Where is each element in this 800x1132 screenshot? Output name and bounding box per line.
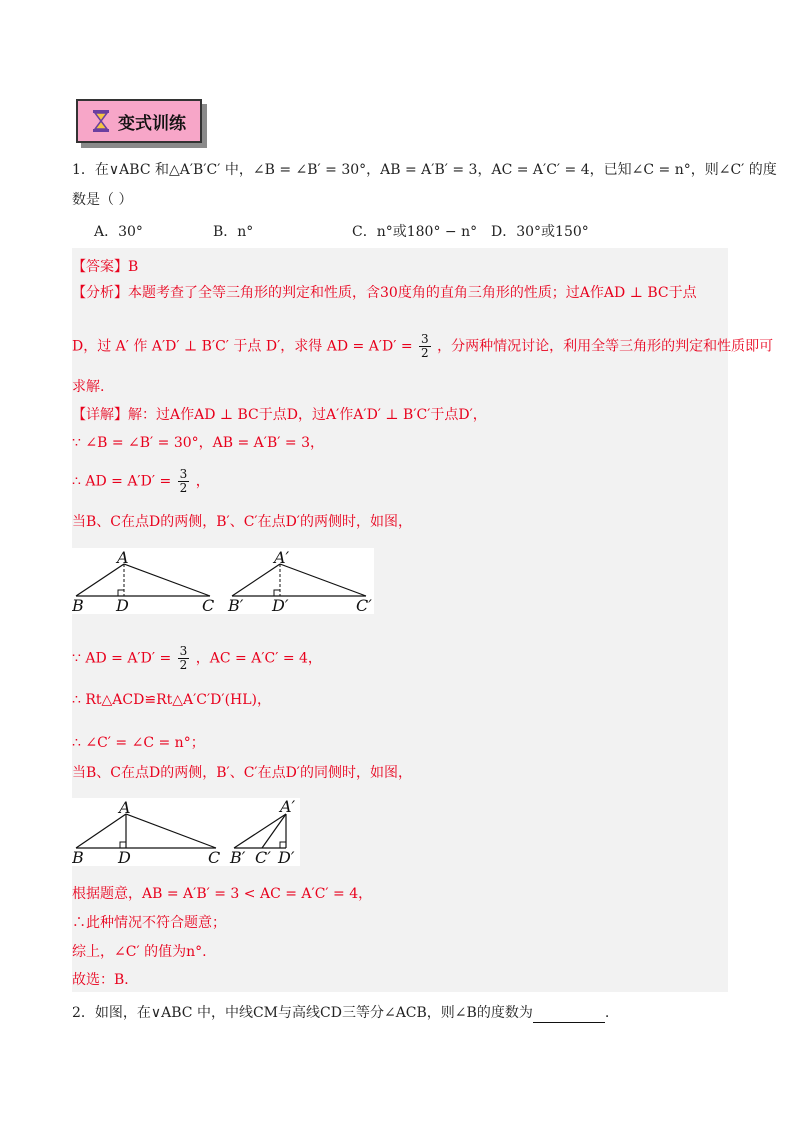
- fig1-label-b-prime: B′: [228, 596, 244, 614]
- detail-line3: [72, 468, 210, 495]
- case1-step1: [72, 645, 322, 672]
- fig1-label-a: A: [117, 548, 129, 567]
- q1-stem-line2: 数是（ ）: [72, 192, 133, 208]
- case1-step1-b: ，AC = A′C′ = 4，: [195, 650, 322, 667]
- detail-line2: ∵ ∠B = ∠B′ = 30°，AB = A′B′ = 3，: [72, 435, 324, 451]
- q1-option-d: D．30°或150°: [491, 224, 589, 240]
- q1-stem-a: ∨ABC 和△A′B′C′ 中，∠B = ∠B′ = 30°，AB = A′B′ = 3，AC = A′C′ = 4，已知∠C = n°，则∠C′ 的度: [108, 162, 777, 178]
- triangle-a-prime: [227, 548, 372, 614]
- q2-stem: [72, 1003, 609, 1023]
- q1-option-b: B．n°: [213, 224, 254, 240]
- answer-label: 【答案】B: [72, 259, 139, 275]
- badge-title: 变式训练: [118, 113, 186, 134]
- analysis-line1: 【分析】本题考查了全等三角形的判定和性质，含30度角的直角三角形的性质；过A作AD ⊥ BC于点: [72, 285, 697, 301]
- q1-stem-line1: [72, 160, 777, 180]
- case1-step3: ∴ ∠C′ = ∠C = n°；: [72, 735, 205, 751]
- q2-answer-blank[interactable]: [533, 1008, 605, 1023]
- analysis-line2-b: ，分两种情况讨论，利用全等三角形的判定和性质即可: [437, 338, 774, 355]
- fig2-label-d: D: [118, 848, 131, 866]
- case1-step2: ∴ Rt△ACD≌Rt△A′C′D′(HL)，: [72, 692, 272, 708]
- q2-end: .: [604, 1005, 610, 1021]
- choose-answer: 故选：B．: [72, 972, 139, 988]
- hourglass-icon: [92, 110, 110, 132]
- case2-step3: 综上，∠C′ 的值为n°.: [72, 944, 207, 960]
- q1-option-a: A．30°: [94, 224, 143, 240]
- analysis-line2-a: D，过 A′ 作 A′D′ ⊥ B′C′ 于点 D′，求得 AD = A′D′ =: [72, 338, 413, 355]
- fraction-three-halves-2: $\frac{3}{2}$: [179, 467, 188, 495]
- analysis-line2: [72, 333, 773, 360]
- detail-line1: 【详解】解：过A作AD ⊥ BC于点D，过A′作A′D′ ⊥ B′C′于点D′，: [72, 407, 487, 423]
- figure-case2: [72, 798, 300, 866]
- triangle-a-prime-case2: [229, 798, 296, 866]
- fig2-label-c-prime: C′: [255, 848, 271, 866]
- fig1-label-d-prime: D′: [272, 596, 289, 614]
- detail-line3-a: ∴ AD = A′D′ =: [72, 473, 172, 490]
- case2-step1: 根据题意，AB = A′B′ = 3 < AC = A′C′ = 4，: [72, 886, 373, 902]
- q1-option-c: C．n°或180° − n°: [352, 224, 478, 240]
- section-badge: [76, 99, 202, 143]
- fraction-three-halves-3: $\frac{3}{2}$: [179, 644, 188, 672]
- fig1-label-c: C: [202, 596, 215, 614]
- fig2-label-b-prime: B′: [230, 848, 246, 866]
- fig2-label-b: B: [72, 848, 84, 866]
- triangle-abc-case2: [72, 798, 220, 866]
- fig2-label-c: C: [208, 848, 221, 866]
- figure-case1: [72, 548, 374, 614]
- figure-case1-svg: [72, 548, 374, 614]
- fraction-three-halves: $\frac{3}{2}$: [421, 332, 429, 360]
- figure-case2-svg: [72, 798, 300, 866]
- case1-heading: 当B、C在点D的两侧，B′、C′在点D′的两侧时，如图，: [72, 514, 412, 530]
- fig1-label-b: B: [72, 596, 84, 614]
- triangle-abc: [72, 548, 214, 614]
- detail-line3-b: ，: [195, 473, 210, 490]
- fig2-label-a: A: [119, 798, 131, 817]
- fig1-label-d: D: [116, 596, 129, 614]
- fig1-label-a-prime: A′: [274, 548, 290, 567]
- q1-number: 1．在: [72, 162, 109, 178]
- analysis-line3: 求解.: [72, 379, 105, 395]
- fig2-label-d-prime: D′: [278, 848, 295, 866]
- case2-step2: ∴此种情况不符合题意；: [72, 915, 226, 931]
- fig2-label-a-prime: A′: [280, 798, 296, 816]
- q2-text: 2．如图，在∨ABC 中，中线CM与高线CD三等分∠ACB，则∠B的度数为: [72, 1005, 533, 1021]
- case2-heading: 当B、C在点D的两侧，B′、C′在点D′的同侧时，如图，: [72, 765, 412, 781]
- fig1-label-c-prime: C′: [356, 596, 372, 614]
- case1-step1-a: ∵ AD = A′D′ =: [72, 650, 172, 667]
